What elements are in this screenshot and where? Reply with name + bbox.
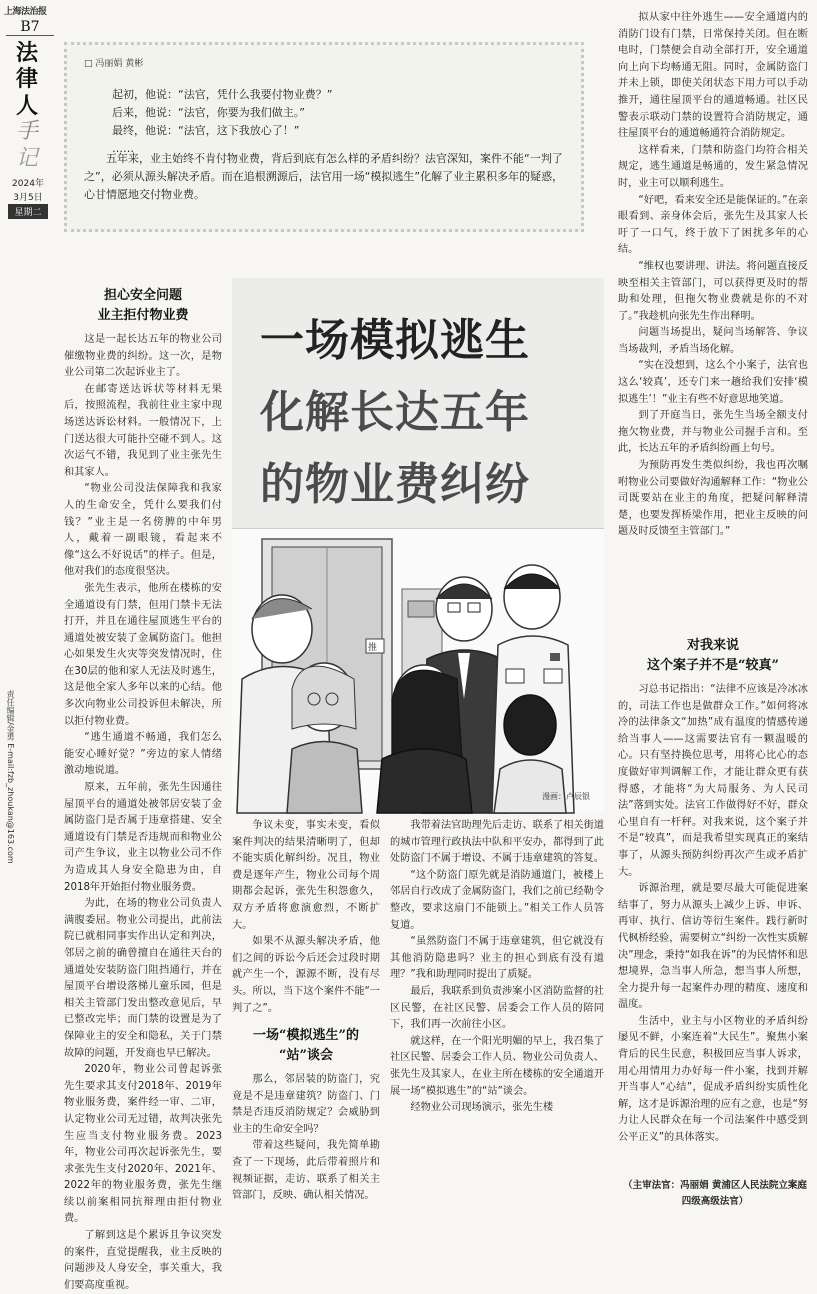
cartoon-drawing: [232, 529, 604, 813]
issue-year: 2024年: [12, 179, 44, 189]
headline-line3: 的物业费纠纷: [260, 459, 530, 510]
illustration-credit: 漫画：卢辰银: [542, 792, 590, 801]
paragraph: 在邮寄送达诉状等材料无果后，按照流程，我前往业主家中现场送达诉讼材料。一般情况下，上门送达很大可能扑空碰不到人。这次运气不错，我见到了业主张先生和其家人。: [64, 383, 222, 478]
paragraph: “维权也要讲理、讲法。将问题直接反映至相关主管部门，可以获得更及时的帮助和处理，但拖欠物业费就是你的不对了。”我趁机向张先生作出释明。: [618, 260, 808, 322]
newspaper-masthead: 上海法治报: [4, 7, 47, 17]
section3-heading: [618, 636, 808, 676]
paragraph: “这个防盗门原先就是消防通道门，被楼上邻居自行改成了金属防盗门，我们之前已经勒令整改，要求这扇门不能锁上。”相关工作人员答复道。: [390, 869, 604, 931]
editor-credit: 责任编辑/金勇 E-mail:fzb_zhoukan@163.com: [6, 690, 15, 864]
lead-quote: 后来，他说：“法官，你要为我们做主。”: [112, 106, 305, 119]
paragraph: 这是一起长达五年的物业公司催缴物业费的纠纷。这一次，是物业公司第二次起诉业主了。: [64, 334, 222, 379]
section2-body-mid: [232, 1072, 380, 1205]
lead-quote: ……: [112, 142, 134, 155]
section3-body-b: [618, 682, 808, 1147]
column-char-2: 律: [15, 66, 38, 93]
section2-heading-line1: 一场“模拟逃生”的: [253, 1028, 359, 1043]
paragraph: 就这样，在一个阳光明媚的早上，我召集了社区民警、居委会工作人员、物业公司负责人、张先生及其家人，在业主所在楼栋的安全通道开展一场“模拟逃生”的“站”谈会。: [390, 1035, 604, 1097]
byline: □ 冯丽娟 黄彬: [84, 59, 144, 69]
paragraph: 我带着法官助理先后走访、联系了相关街道的城市管理行政执法中队和平安办，都得到了此处防盗门不属于增设、不属于违章建筑的答复。: [390, 820, 604, 865]
headline-line2: 化解长达五年: [260, 387, 530, 438]
cartoon-illustration: [232, 528, 604, 812]
lead-summary: 五年来，业主始终不肯付物业费，背后到底有怎么样的矛盾纠纷？法官深知，案件不能“一判了之”，必须从源头解决矛盾。而在追根溯源后，法官用一场“模拟逃生”化解了业主累积多年的疑惑，心甘情愿地交付物业费。: [84, 152, 564, 201]
section2-body-top: [232, 818, 380, 1017]
page-number: B7: [6, 18, 54, 36]
paragraph: 原来，五年前，张先生因通往屋顶平台的通道处被邻居安装了金属防盗门是否属于违章搭建、安全通道设有门禁是否违规而和物业公司产生争议，业主以物业公司不作为造成其人身安全隐患为由，自2018年开始拒付物业服务费。: [64, 782, 222, 893]
paragraph: 张先生表示，他所在楼栋的安全通道设有门禁，但用门禁卡无法打开，并且在通往屋顶逃生平台的通道处被安装了金属防盗门。他担心如果发生火灾等突发情况时，住在30层的他和家人无法及时逃生，这是他全家人多年以来的心结。他多次向物业公司投诉但未解决，所以拒付物业费。: [64, 582, 222, 727]
judge-credit: （主审法官：冯丽娟 黄浦区人民法院立案庭四级高级法官）: [623, 1180, 807, 1207]
paragraph: “物业公司没法保障我和我家人的生命安全，凭什么要我们付钱？”业主是一名傍脾的中年男人，戴着一副眼镜，看起来不像“这么不好说话”的样子。但是，他对我们的态度很坚决。: [64, 483, 222, 578]
paragraph: 经物业公司现场演示，张先生楼: [410, 1102, 554, 1114]
paragraph: 到了开庭当日，张先生当场全额支付拖欠物业费，并与物业公司握手言和。至此，长达五年的矛盾纠纷画上句号。: [618, 410, 808, 455]
lead-quote: 起初，他说：“法官，凭什么我要付物业费？”: [112, 88, 333, 101]
paragraph: 那么，邻居装的防盗门，究竟是不是违章建筑？防盗门、门禁是否违反消防规定？会威胁到业主的生命安全吗？: [232, 1074, 380, 1135]
paragraph: “实在没想到，这么个小案子，法官也这么‘较真’，还专门来一趟给我们安排‘模拟逃生’！”业主有些不好意思地笑道。: [618, 360, 808, 405]
paragraph: 诉源治理，就是要尽最大可能促进案结事了，努力从源头上减少上诉、申诉、再审、执行、信访等衍生案件。践行新时代枫桥经验，需要树立“纠纷一次性实质解决”理念，秉持“如我在诉”的为民情怀和思想境界，急当事人所急，想当事人所想，全力提升每一起案件办理的精度、速度和温度。: [618, 883, 808, 1011]
paragraph: 最后，我联系到负责涉案小区消防监督的社区民警，在社区民警、居委会工作人员的陪同下，我们再一次前往小区。: [390, 985, 604, 1031]
paragraph: 问题当场提出，疑问当场解答、争议当场裁判，矛盾当场化解。: [618, 327, 808, 355]
column-char-1: 法: [15, 40, 38, 66]
section3-body: [618, 10, 808, 541]
issue-weekday: 星期二: [8, 204, 48, 219]
paragraph: 为此，在场的物业公司负责人满腹委屈。物业公司提出，此前法院已就相同事实作出认定和判决，邻居之前的确曾擅自在通往天台的通道处安装防盗门阻挡通行，并在屋顶平台增设落梯儿童乐园，但是相关主管部门发出整改意见后，早已整改完毕；而门禁的设置是为了保障业主的安全和隐私，关于门禁故障的问题，开发商也早已解决。: [64, 898, 222, 1059]
section2-heading-line2: “站”谈会: [279, 1048, 333, 1063]
column-char-5: 记: [15, 145, 38, 171]
issue-date: 3月5日: [13, 193, 43, 203]
section1-heading-line2: 业主拒付物业费: [97, 308, 189, 323]
section2-body-right: [390, 818, 604, 1117]
column-name: [4, 40, 50, 172]
paragraph: 习总书记指出：“法律不应该是冷冰冰的，司法工作也是做群众工作。”如何将冰冷的法律条文“加热”成有温度的情感传递给当事人——这需要法官有一颗温暖的心。只有坚持换位思考，用将心比心的态度做好审判调解工作，才能让群众更有获得感，才能将“为大局服务、为人民司法”落到实处。法官工作做得好不好，群众心里自有一杆秤。对我来说，这个案子并不是“较真”，而是我希望实现真正的案结事了，从源头预防纠纷再次产生或矛盾扩大。: [618, 684, 808, 878]
paragraph: 了解到这是个累诉且争议突发的案件，直觉提醒我，业主反映的问题涉及人身安全，事关重大，我们要高度重视。: [64, 1230, 222, 1291]
section3-heading-line1: 对我来说: [686, 638, 739, 653]
column-char-4: 手: [15, 119, 38, 145]
paragraph: 2020年，物业公司曾起诉张先生要求其支付2018年、2019年物业服务费，案件经一审、二审，认定物业公司无过错，故判决张先生应当支付物业服务费。2023年，物业公司再次起诉张先生，要求张先生支付2020年、2021年、2022年的物业服务费，张先生继续以前案相同抗辩理由拒付物业费。: [64, 1064, 222, 1225]
headline-line1: 一场模拟逃生: [260, 315, 530, 366]
paragraph: 如果不从源头解决矛盾，他们之间的诉讼今后还会过段时期就产生一个，源源不断，没有尽头。所以，当下这个案件不能“一判了之”。: [232, 936, 380, 1014]
section3-heading-line2: 这个案子并不是“较真”: [647, 658, 779, 673]
section1-heading: [64, 286, 222, 326]
paragraph: 拟从家中往外逃生——安全通道内的消防门设有门禁，日常保持关闭。但在断电时，门禁便会自动全部打开，安全通道向上向下均畅通无阻。同时，金属防盗门并未上锁，即使关闭状态下用力可以手动推开，通往屋顶平台的通道畅通。社区民警表示联动门禁的设置符合消防规定，通往屋顶平台的通道畅通符合消防规定。: [618, 12, 808, 140]
svg-text:推: 推: [368, 643, 378, 653]
paragraph: “虽然防盗门不属于违章建筑，但它就没有其他消防隐患吗？业主的担心到底有没有道理？”我和助理同时提出了质疑。: [390, 936, 604, 981]
paragraph: 争议未变，事实未变，看似案件判决的结果清晰明了，但却不能实质化解纠纷。况且，物业费是逐年产生，物业公司每个周期都会起诉，张先生积怨愈久，双方矛盾将愈演愈烈，不断扩大。: [232, 820, 380, 931]
paragraph: 带着这些疑问，我先简单勘查了一下现场，此后带着照片和视频证据，走访、联系了相关主管部门，反映、确认相关情况。: [232, 1140, 380, 1202]
section1-heading-line1: 担心安全问题: [103, 288, 182, 303]
lead-quotes: [112, 86, 552, 158]
paragraph: 生活中，业主与小区物业的矛盾纠纷屡见不鲜，小案连着“大民生”。聚焦小案背后的民生民意，积极回应当事人诉求，用心用情用力办好每一件小案，找到并解开当事人“心结”，促成矛盾纠纷实质性化解，这才是诉源治理的应有之意，也是“努力让人民群众在每一个司法案件中感受到公平正义”的具体落实。: [618, 1015, 808, 1144]
section2-heading: [232, 1026, 380, 1066]
column-char-3: 人: [15, 92, 38, 119]
paragraph: 为预防再发生类似纠纷，我也再次嘱咐物业公司要做好沟通解释工作：“物业公司既要站在业主的角度，把疑问解释清楚，也要发挥桥梁作用，把业主反映的问题及时反馈至主管部门。”: [618, 460, 808, 538]
lead-quote: 最终，他说：“法官，这下我放心了！”: [112, 124, 300, 137]
paragraph: “逃生通道不畅通，我们怎么能安心睡好觉？”旁边的家人情绪激动地说道。: [64, 732, 222, 777]
headline-block: [232, 278, 604, 528]
paragraph: 这样看来，门禁和防盗门均符合相关规定，逃生通道是畅通的，发生紧急情况时，业主可以顺利逃生。: [618, 144, 808, 189]
paragraph: “好吧，看来安全还是能保证的。”在亲眼看到、亲身体会后，张先生及其家人长吁了一口气，终于放下了困扰多年的心结。: [618, 194, 808, 256]
section1-body: [64, 332, 222, 1294]
